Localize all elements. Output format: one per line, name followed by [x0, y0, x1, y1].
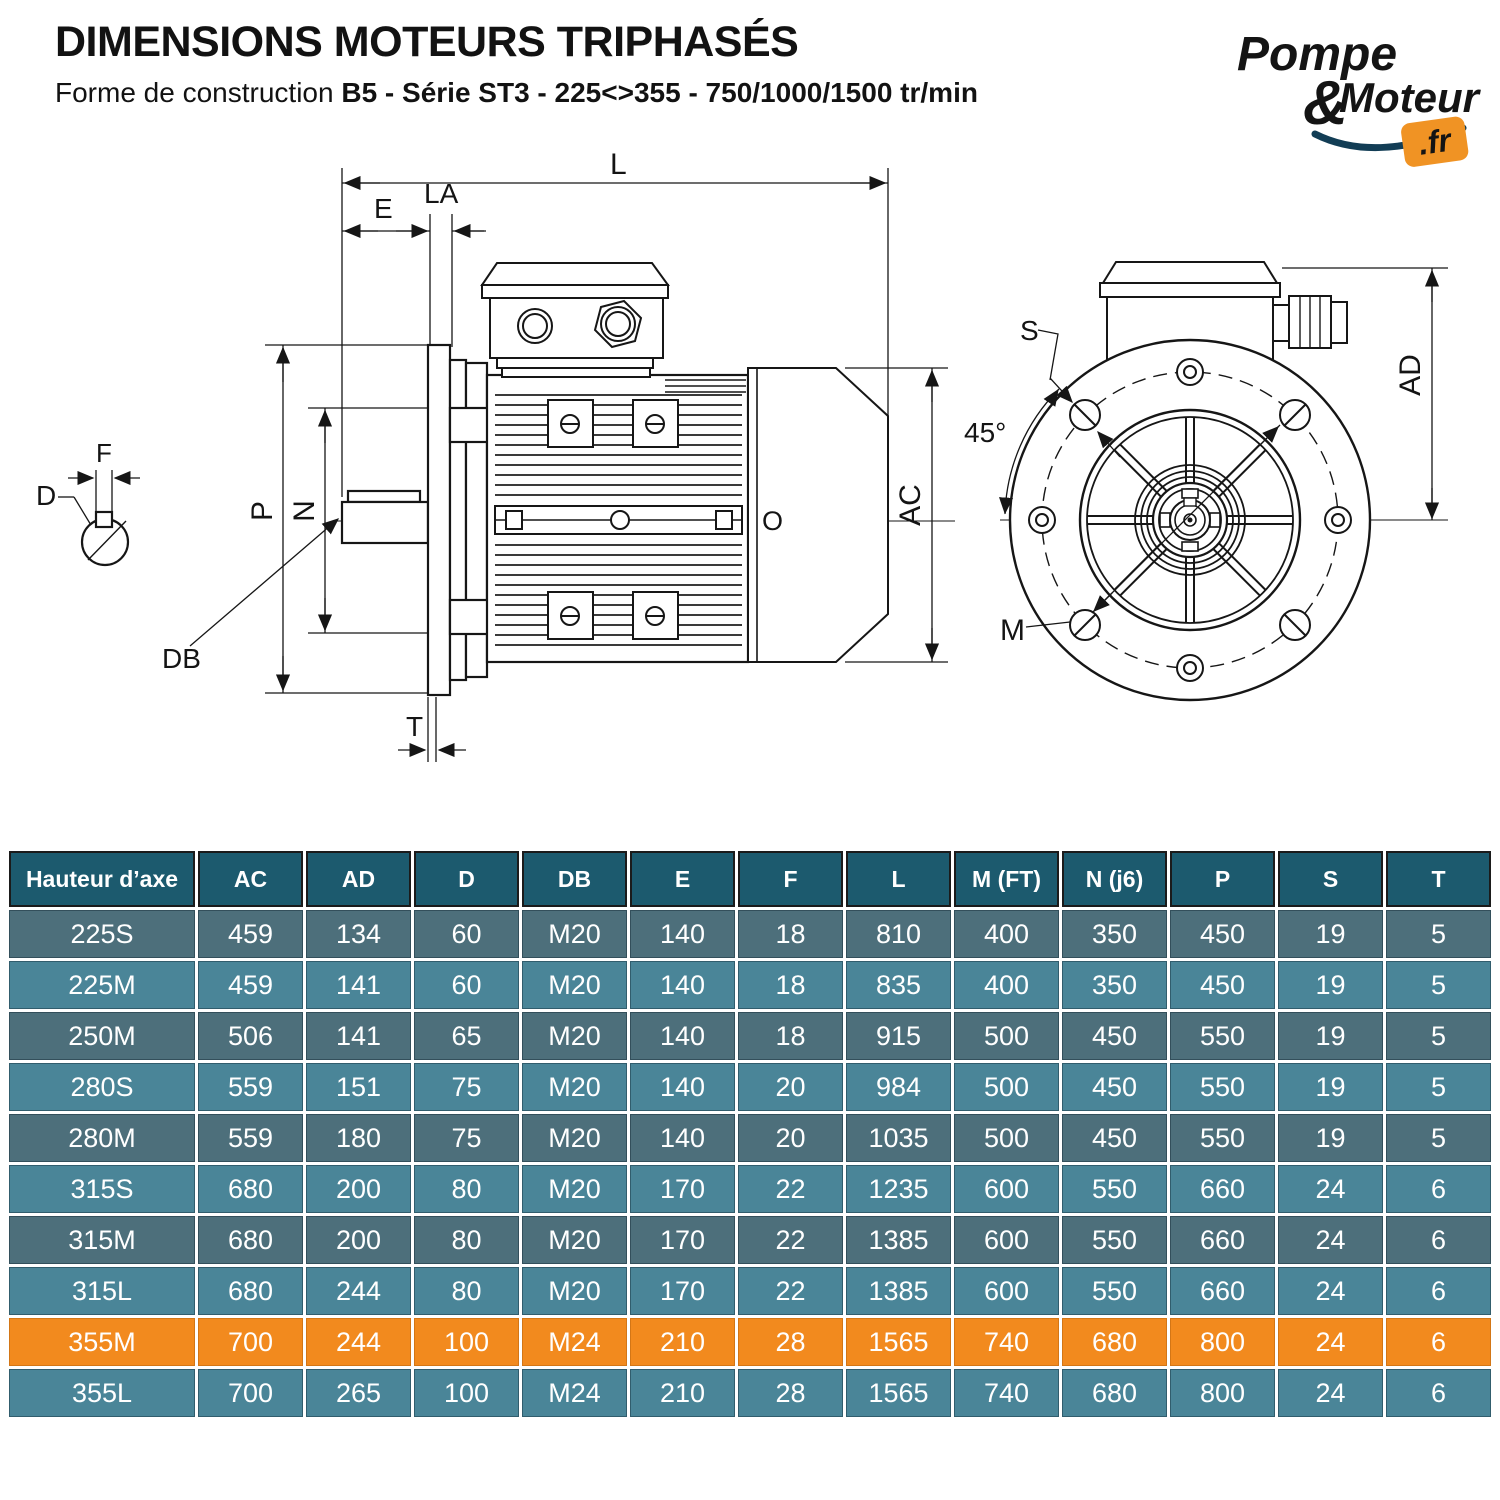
brand-tld: .fr	[1416, 121, 1454, 162]
value-cell: 1035	[846, 1114, 951, 1162]
value-cell: 6	[1386, 1369, 1491, 1417]
value-cell: 24	[1278, 1165, 1383, 1213]
value-cell: 740	[954, 1318, 1059, 1366]
value-cell: 810	[846, 910, 951, 958]
dim-label-L: L	[610, 148, 627, 181]
value-cell: 800	[1170, 1318, 1275, 1366]
value-cell: 80	[414, 1267, 519, 1315]
value-cell: 835	[846, 961, 951, 1009]
value-cell: 600	[954, 1267, 1059, 1315]
dim-label-T: T	[406, 711, 424, 742]
value-cell: 170	[630, 1216, 735, 1264]
value-cell: 550	[1170, 1063, 1275, 1111]
cooling-fins-bottom	[495, 538, 742, 648]
value-cell: 740	[954, 1369, 1059, 1417]
shaft	[342, 502, 428, 543]
value-cell: 500	[954, 1114, 1059, 1162]
row-header-cell: 225S	[9, 910, 195, 958]
value-cell: 450	[1062, 1012, 1167, 1060]
value-cell: 680	[1062, 1369, 1167, 1417]
value-cell: 134	[306, 910, 411, 958]
value-cell: 559	[198, 1114, 303, 1162]
brand-word2: Moteur	[1339, 74, 1479, 121]
value-cell: M20	[522, 910, 627, 958]
value-cell: 5	[1386, 1063, 1491, 1111]
value-cell: 140	[630, 961, 735, 1009]
value-cell: 140	[630, 1012, 735, 1060]
housing-lug-bottom	[450, 600, 488, 634]
value-cell: 151	[306, 1063, 411, 1111]
value-cell: 600	[954, 1165, 1059, 1213]
center-band-bolt	[611, 511, 629, 529]
column-header: N (j6)	[1062, 851, 1167, 907]
value-cell: 6	[1386, 1318, 1491, 1366]
brand-ampersand: &	[1303, 69, 1348, 138]
motor-drawing-svg	[0, 140, 1500, 855]
value-cell: 700	[198, 1318, 303, 1366]
value-cell: M24	[522, 1318, 627, 1366]
value-cell: 1385	[846, 1267, 951, 1315]
value-cell: 80	[414, 1216, 519, 1264]
value-cell: 506	[198, 1012, 303, 1060]
row-header-cell: 280S	[9, 1063, 195, 1111]
value-cell: 400	[954, 910, 1059, 958]
value-cell: 6	[1386, 1216, 1491, 1264]
value-cell: 550	[1170, 1114, 1275, 1162]
value-cell: 24	[1278, 1369, 1383, 1417]
dim-label-DB: DB	[162, 643, 201, 674]
value-cell: 700	[198, 1369, 303, 1417]
row-header-cell: 315L	[9, 1267, 195, 1315]
column-header: Hauteur d’axe	[9, 851, 195, 907]
table-row	[9, 1012, 1491, 1060]
value-cell: 559	[198, 1063, 303, 1111]
value-cell: 60	[414, 961, 519, 1009]
row-header-cell: 280M	[9, 1114, 195, 1162]
column-header: D	[414, 851, 519, 907]
value-cell: 141	[306, 961, 411, 1009]
dim-label-M: M	[1000, 614, 1025, 647]
value-cell: 18	[738, 1012, 843, 1060]
dim-label-angle: 45°	[964, 417, 1007, 448]
value-cell: 22	[738, 1165, 843, 1213]
value-cell: 600	[954, 1216, 1059, 1264]
value-cell: 170	[630, 1165, 735, 1213]
value-cell: 19	[1278, 1114, 1383, 1162]
flange-plate	[428, 345, 450, 695]
value-cell: 19	[1278, 910, 1383, 958]
column-header: F	[738, 851, 843, 907]
table-row	[9, 910, 1491, 958]
value-cell: 60	[414, 910, 519, 958]
table-row	[9, 1114, 1491, 1162]
dim-label-LA: LA	[424, 178, 459, 209]
value-cell: 244	[306, 1318, 411, 1366]
value-cell: 680	[198, 1165, 303, 1213]
value-cell: 265	[306, 1369, 411, 1417]
label-O: O	[762, 506, 784, 536]
value-cell: M20	[522, 1216, 627, 1264]
value-cell: 141	[306, 1012, 411, 1060]
value-cell: 19	[1278, 1012, 1383, 1060]
value-cell: 680	[198, 1216, 303, 1264]
cable-gland-front	[1273, 305, 1289, 341]
column-header: DB	[522, 851, 627, 907]
value-cell: 550	[1062, 1165, 1167, 1213]
dim-label-P: P	[246, 500, 279, 522]
dim-label-E: E	[374, 193, 393, 224]
technical-drawing	[0, 140, 1500, 855]
value-cell: 210	[630, 1369, 735, 1417]
column-header: P	[1170, 851, 1275, 907]
table-row	[9, 1216, 1491, 1264]
value-cell: M20	[522, 1063, 627, 1111]
value-cell: 18	[738, 910, 843, 958]
value-cell: 28	[738, 1318, 843, 1366]
value-cell: 24	[1278, 1318, 1383, 1366]
value-cell: 400	[954, 961, 1059, 1009]
dim-label-S: S	[1020, 315, 1039, 346]
dim-label-AC: AC	[894, 484, 927, 526]
column-header: S	[1278, 851, 1383, 907]
page-title: DIMENSIONS MOTEURS TRIPHASÉS	[55, 18, 799, 66]
table-row	[9, 1165, 1491, 1213]
value-cell: 350	[1062, 961, 1167, 1009]
dim-label-AD: AD	[1394, 354, 1427, 396]
value-cell: 550	[1170, 1012, 1275, 1060]
terminal-box-lid-top	[482, 263, 668, 285]
value-cell: 140	[630, 1114, 735, 1162]
row-header-cell: 250M	[9, 1012, 195, 1060]
value-cell: 350	[1062, 910, 1167, 958]
housing-lug-top	[450, 408, 488, 442]
value-cell: M20	[522, 961, 627, 1009]
table-row	[9, 961, 1491, 1009]
value-cell: 19	[1278, 1063, 1383, 1111]
shaft-keyway-front	[1184, 498, 1196, 506]
value-cell: 680	[1062, 1318, 1167, 1366]
value-cell: 200	[306, 1216, 411, 1264]
value-cell: 140	[630, 910, 735, 958]
value-cell: 24	[1278, 1216, 1383, 1264]
dimensions-table-body	[9, 910, 1491, 1417]
value-cell: 660	[1170, 1165, 1275, 1213]
dimensions-table	[6, 848, 1494, 1420]
column-header: M (FT)	[954, 851, 1059, 907]
value-cell: 680	[198, 1267, 303, 1315]
value-cell: 5	[1386, 961, 1491, 1009]
value-cell: 65	[414, 1012, 519, 1060]
row-header-cell: 315S	[9, 1165, 195, 1213]
table-row	[9, 1369, 1491, 1417]
table-row	[9, 1267, 1491, 1315]
value-cell: 140	[630, 1063, 735, 1111]
value-cell: 6	[1386, 1165, 1491, 1213]
value-cell: 500	[954, 1012, 1059, 1060]
value-cell: 459	[198, 910, 303, 958]
value-cell: 22	[738, 1267, 843, 1315]
value-cell: 1565	[846, 1369, 951, 1417]
value-cell: M20	[522, 1165, 627, 1213]
value-cell: 550	[1062, 1216, 1167, 1264]
dim-label-D: D	[36, 480, 57, 511]
value-cell: 200	[306, 1165, 411, 1213]
value-cell: 180	[306, 1114, 411, 1162]
shaft-section-detail	[82, 512, 128, 565]
value-cell: 5	[1386, 1012, 1491, 1060]
value-cell: 660	[1170, 1216, 1275, 1264]
value-cell: 984	[846, 1063, 951, 1111]
row-header-cell: 355L	[9, 1369, 195, 1417]
value-cell: 1235	[846, 1165, 951, 1213]
value-cell: M20	[522, 1012, 627, 1060]
shaft-key	[348, 491, 420, 502]
value-cell: 19	[1278, 961, 1383, 1009]
value-cell: 450	[1170, 961, 1275, 1009]
value-cell: 244	[306, 1267, 411, 1315]
value-cell: 459	[198, 961, 303, 1009]
value-cell: 1565	[846, 1318, 951, 1366]
table-row	[9, 1063, 1491, 1111]
value-cell: 75	[414, 1063, 519, 1111]
value-cell: 550	[1062, 1267, 1167, 1315]
column-header: AC	[198, 851, 303, 907]
brand-word1: Pompe	[1237, 28, 1398, 81]
value-cell: 75	[414, 1114, 519, 1162]
value-cell: 660	[1170, 1267, 1275, 1315]
shaft-section-keyway	[96, 512, 112, 527]
dim-label-N: N	[288, 500, 321, 522]
table-row	[9, 1318, 1491, 1366]
value-cell: M20	[522, 1267, 627, 1315]
value-cell: 170	[630, 1267, 735, 1315]
page-subtitle	[55, 77, 978, 109]
value-cell: 500	[954, 1063, 1059, 1111]
column-header: L	[846, 851, 951, 907]
value-cell: 450	[1062, 1063, 1167, 1111]
subtitle-bold: B5 - Série ST3 - 225<>355 - 750/1000/1500 tr/min	[341, 77, 978, 108]
value-cell: 800	[1170, 1369, 1275, 1417]
value-cell: 6	[1386, 1267, 1491, 1315]
subtitle-regular: Forme de construction	[55, 77, 342, 108]
value-cell: 450	[1062, 1114, 1167, 1162]
value-cell: M20	[522, 1114, 627, 1162]
value-cell: 1385	[846, 1216, 951, 1264]
table-header-row	[9, 851, 1491, 907]
column-header: T	[1386, 851, 1491, 907]
column-header: AD	[306, 851, 411, 907]
value-cell: 80	[414, 1165, 519, 1213]
terminal-box-lid	[482, 285, 668, 298]
value-cell: 28	[738, 1369, 843, 1417]
value-cell: 24	[1278, 1267, 1383, 1315]
value-cell: 5	[1386, 1114, 1491, 1162]
value-cell: M24	[522, 1369, 627, 1417]
value-cell: 18	[738, 961, 843, 1009]
value-cell: 100	[414, 1369, 519, 1417]
value-cell: 22	[738, 1216, 843, 1264]
value-cell: 20	[738, 1063, 843, 1111]
row-header-cell: 225M	[9, 961, 195, 1009]
dim-label-F: F	[96, 438, 112, 468]
row-header-cell: 315M	[9, 1216, 195, 1264]
value-cell: 210	[630, 1318, 735, 1366]
cooling-fins-top	[495, 392, 742, 502]
value-cell: 20	[738, 1114, 843, 1162]
value-cell: 915	[846, 1012, 951, 1060]
column-header: E	[630, 851, 735, 907]
value-cell: 100	[414, 1318, 519, 1366]
page-header	[55, 18, 978, 109]
value-cell: 5	[1386, 910, 1491, 958]
row-header-cell: 355M	[9, 1318, 195, 1366]
value-cell: 450	[1170, 910, 1275, 958]
